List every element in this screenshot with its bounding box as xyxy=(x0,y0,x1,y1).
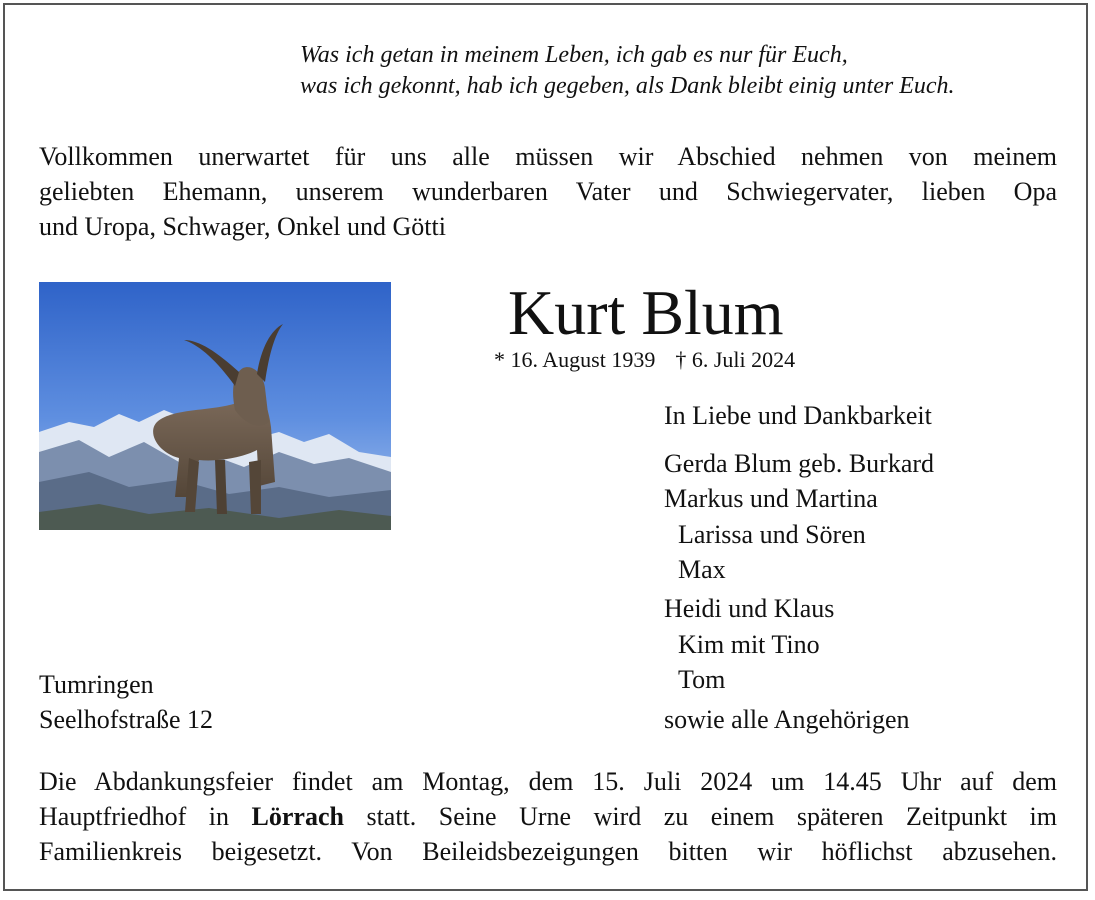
motto-line-1: Was ich getan in meinem Leben, ich gab es nur für Euch, xyxy=(300,42,848,68)
death-date: † 6. Juli 2024 xyxy=(675,347,796,372)
mourners-heading: In Liebe und Dankbarkeit xyxy=(664,401,932,430)
mourner-family-1: Markus und Martina xyxy=(664,484,878,513)
closing-paragraph xyxy=(39,764,1057,869)
intro-line-2: geliebten Ehemann, unserem wunderbaren Vater und Schwiegervater, lieben Opa xyxy=(39,177,1057,206)
ibex-photo xyxy=(39,282,391,530)
address-street: Seelhofstraße 12 xyxy=(39,705,214,734)
mourner-family-2: Heidi und Klaus xyxy=(664,594,835,623)
intro-paragraph xyxy=(39,139,1057,244)
mourner-grandchild-2: Max xyxy=(678,555,726,584)
closing-line-2-end: statt. Seine Urne wird zu einem späteren Zeitpunkt im xyxy=(366,802,1058,831)
intro-line-3: und Uropa, Schwager, Onkel und Götti xyxy=(39,212,446,241)
funeral-place: Lörrach xyxy=(251,802,344,831)
mourner-grandchild-4: Tom xyxy=(678,665,726,694)
life-dates xyxy=(494,347,795,373)
birth-date: * 16. August 1939 xyxy=(494,347,656,372)
motto xyxy=(300,40,955,102)
closing-line-1: Die Abdankungsfeier findet am Montag, dem 15. Juli 2024 um 14.45 Uhr auf dem xyxy=(39,767,1057,796)
intro-line-1: Vollkommen unerwartet für uns alle müssen wir Abschied nehmen von meinem xyxy=(39,142,1057,171)
mourner-grandchild-1: Larissa und Sören xyxy=(678,520,866,549)
mourner-others: sowie alle Angehörigen xyxy=(664,705,910,734)
deceased-name: Kurt Blum xyxy=(508,277,784,348)
mourner-spouse: Gerda Blum geb. Burkard xyxy=(664,449,935,478)
closing-line-2-start: Hauptfriedhof in xyxy=(39,802,230,831)
closing-line-3: Familienkreis beigesetzt. Von Beileidsbezeigungen bitten wir höflichst abzusehen. xyxy=(39,837,1057,866)
closing-line-2 xyxy=(39,799,1057,834)
motto-line-2: was ich gekonnt, hab ich gegeben, als Dank bleibt einig unter Euch. xyxy=(300,73,955,99)
address-town: Tumringen xyxy=(39,670,154,699)
mourner-grandchild-3: Kim mit Tino xyxy=(678,630,820,659)
